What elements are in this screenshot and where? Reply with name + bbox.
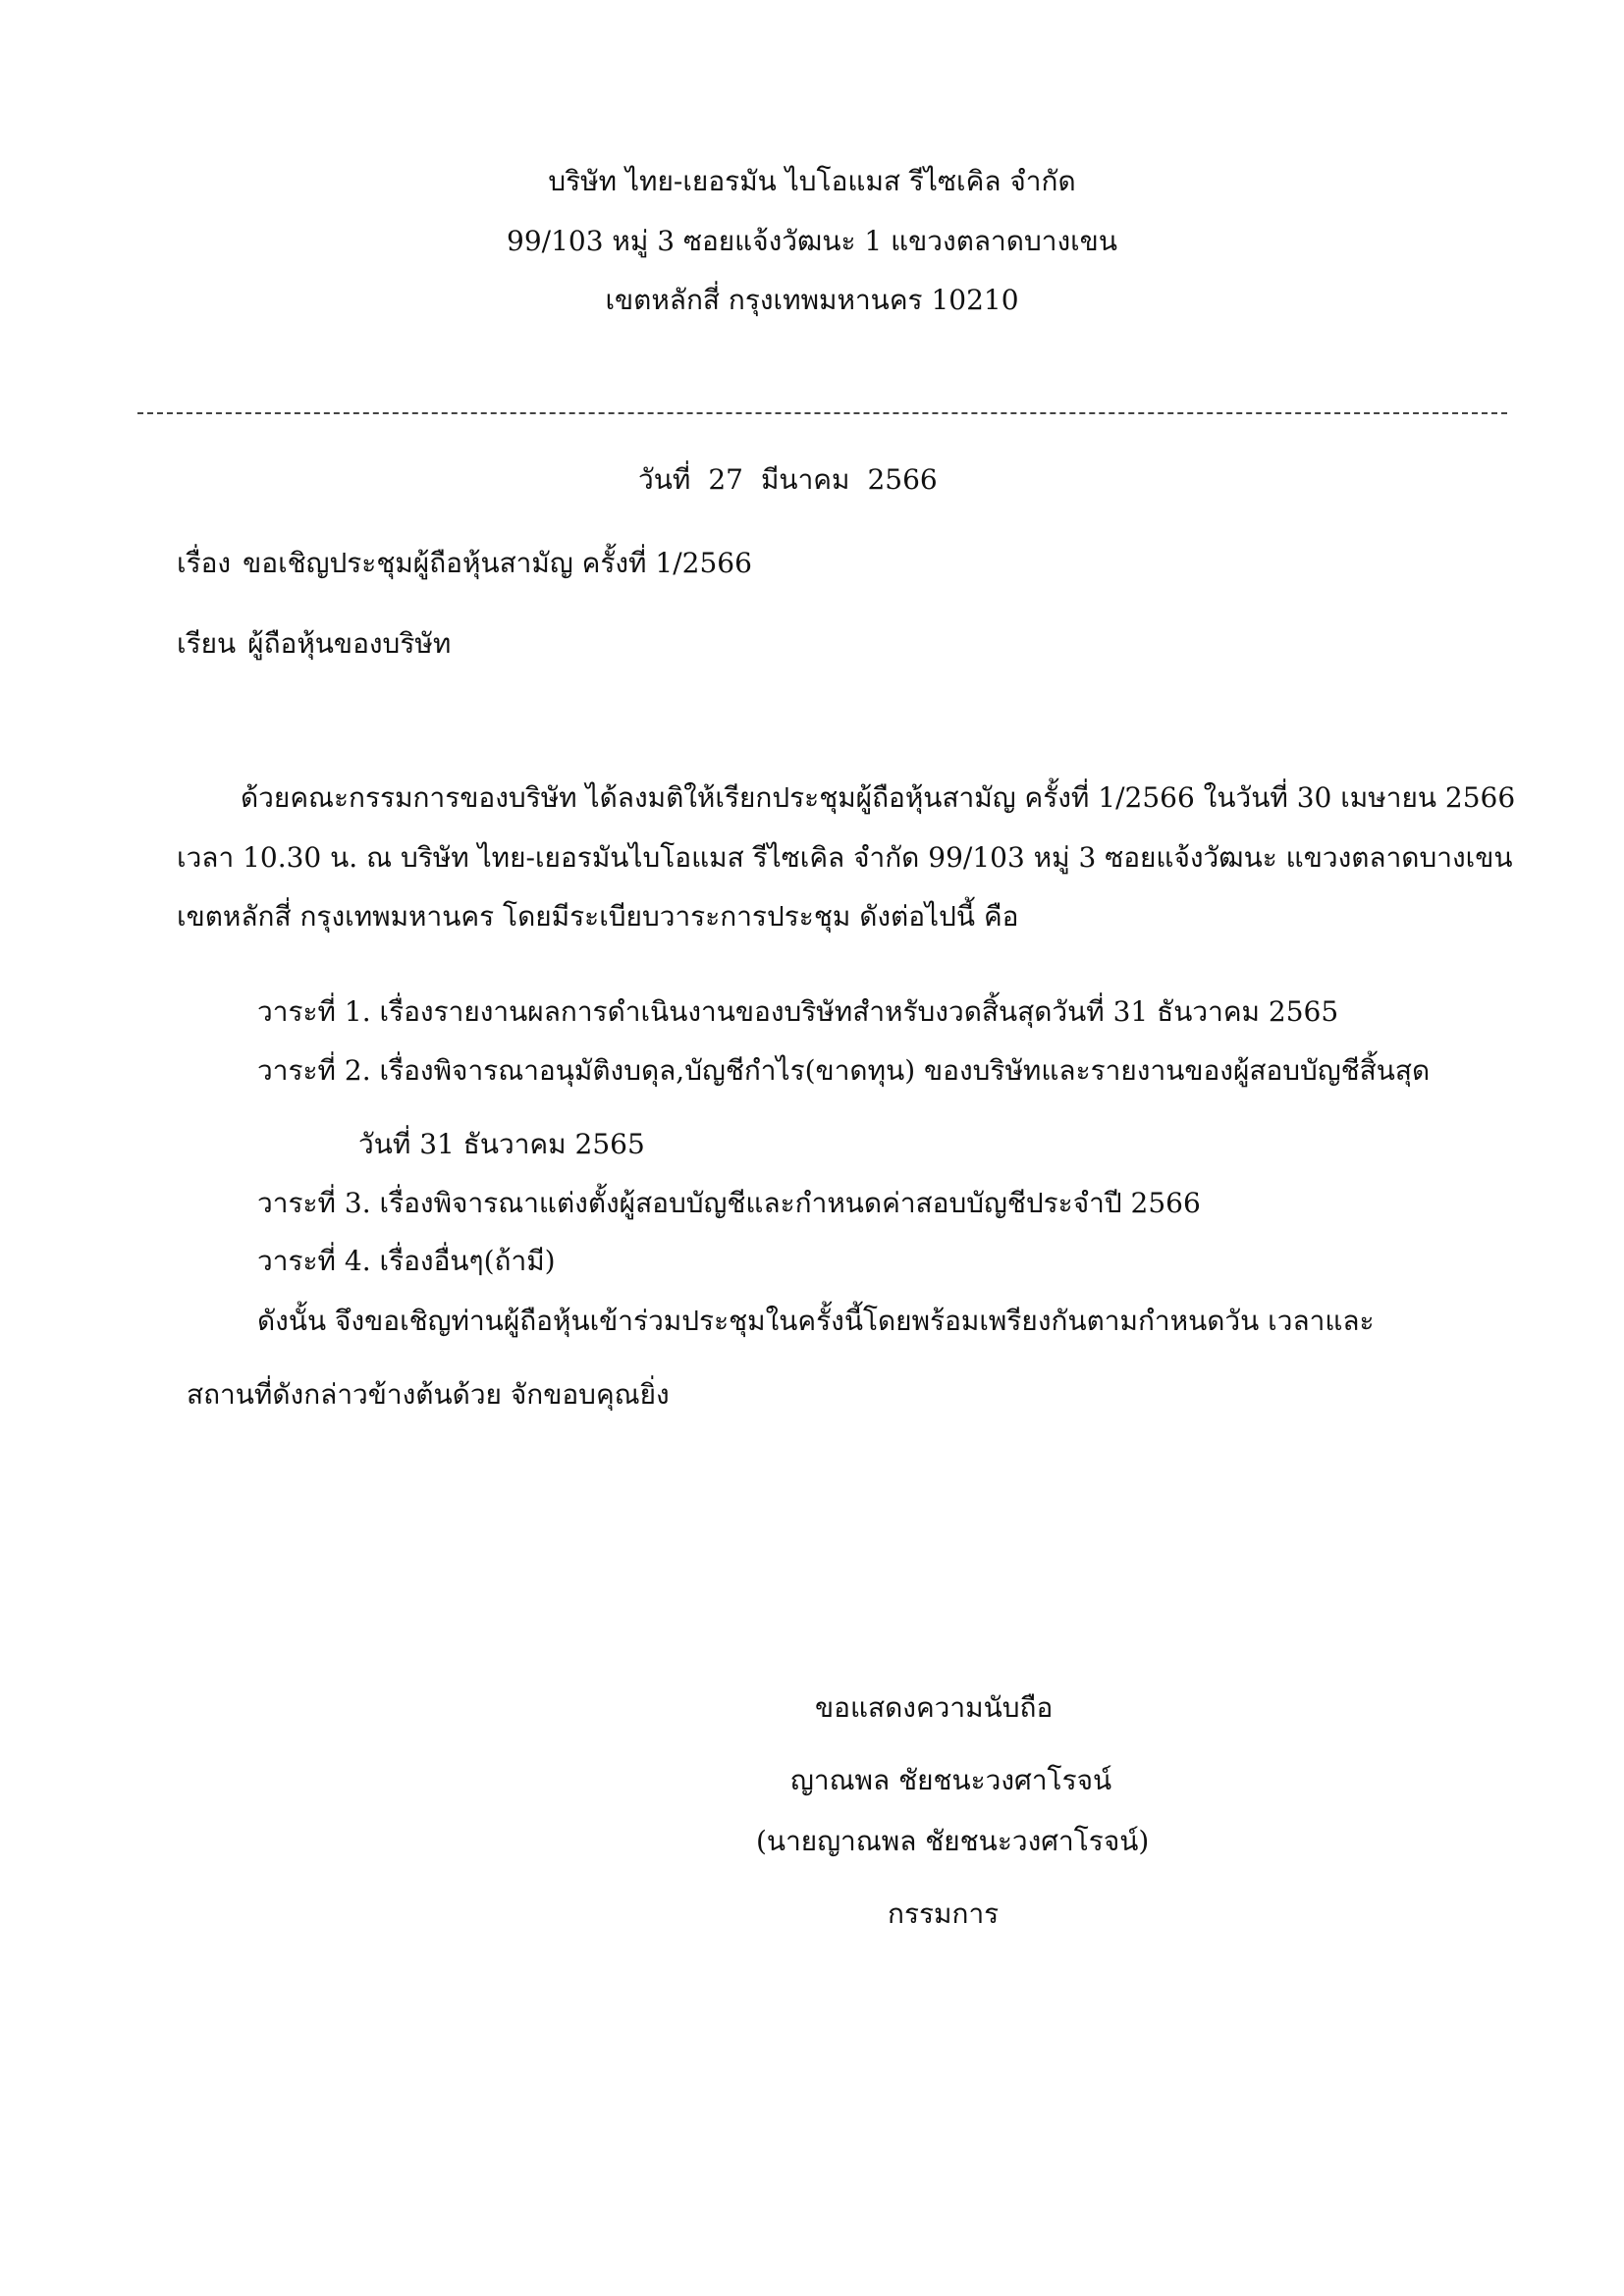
agenda-item-2-continued: วันที่ 31 ธันวาคม 2565: [358, 1128, 645, 1160]
recipient-label: เรียน: [177, 627, 237, 660]
company-address-line1: 99/103 หมู่ 3 ซอยแจ้งวัฒนะ 1 แขวงตลาดบางเขน: [507, 225, 1117, 257]
signatory-printed-name: (นายญาณพล ชัยชนะวงศาโรจน์): [756, 1825, 1150, 1857]
subject-text: ขอเชิญประชุมผู้ถือหุ้นสามัญ ครั้งที่ 1/2566: [243, 547, 752, 579]
company-name: บริษัท ไทย-เยอรมัน ไบโอแมส รีไซเคิล จำกัด: [548, 165, 1076, 197]
signatory-signed-name: ญาณพล ชัยชนะวงศาโรจน์: [790, 1764, 1112, 1796]
date-line: [638, 463, 938, 497]
agenda-item-1: วาระที่ 1. เรื่องรายงานผลการดำเนินงานของบริษัทสำหรับงวดสิ้นสุดวันที่ 31 ธันวาคม 2565: [257, 995, 1339, 1028]
agenda-item-2: วาระที่ 2. เรื่องพิจารณาอนุมัติงบดุล,บัญชีกำไร(ขาดทุน) ของบริษัทและรายงานของผู้สอบบัญชีสิ้นสุด: [257, 1054, 1431, 1087]
recipient-text: ผู้ถือหุ้นของบริษัท: [247, 627, 452, 660]
header-divider: [137, 412, 1507, 414]
body-line-2: เวลา 10.30 น. ณ บริษัท ไทย-เยอรมันไบโอแมส รีไซเคิล จำกัด 99/103 หมู่ 3 ซอยแจ้งวัฒนะ แขวงตลาดบางเขน: [177, 841, 1513, 874]
recipient-line: [177, 627, 451, 661]
body-line-1: ด้วยคณะกรรมการของบริษัท ได้ลงมติให้เรียกประชุมผู้ถือหุ้นสามัญ ครั้งที่ 1/2566 ในวันที่ 30 เมษายน 2566: [241, 781, 1516, 814]
date-month: มีนาคม: [760, 463, 850, 496]
closing-line-2: สถานที่ดังกล่าวข้างต้นด้วย จักขอบคุณยิ่ง: [187, 1378, 670, 1411]
subject-line: [177, 547, 752, 580]
subject-label: เรื่อง: [177, 547, 232, 579]
date-day: 27: [708, 463, 743, 496]
agenda-item-3: วาระที่ 3. เรื่องพิจารณาแต่งตั้งผู้สอบบัญชีและกำหนดค่าสอบบัญชีประจำปี 2566: [257, 1187, 1201, 1219]
body-line-3: เขตหลักสี่ กรุงเทพมหานคร โดยมีระเบียบวาระการประชุม ดังต่อไปนี้ คือ: [177, 900, 1019, 933]
closing-line-1: ดังนั้น จึงขอเชิญท่านผู้ถือหุ้นเข้าร่วมประชุมในครั้งนี้โดยพร้อมเพรียงกันตามกำหนดวัน เวลาและ: [257, 1305, 1375, 1337]
closing-regards: ขอแสดงความนับถือ: [815, 1691, 1054, 1724]
date-year: 2566: [867, 463, 938, 496]
agenda-item-4: วาระที่ 4. เรื่องอื่นๆ(ถ้ามี): [257, 1245, 556, 1277]
company-address-line2: เขตหลักสี่ กรุงเทพมหานคร 10210: [605, 284, 1019, 316]
date-label: วันที่: [638, 463, 691, 496]
signatory-position: กรรมการ: [888, 1897, 1000, 1930]
